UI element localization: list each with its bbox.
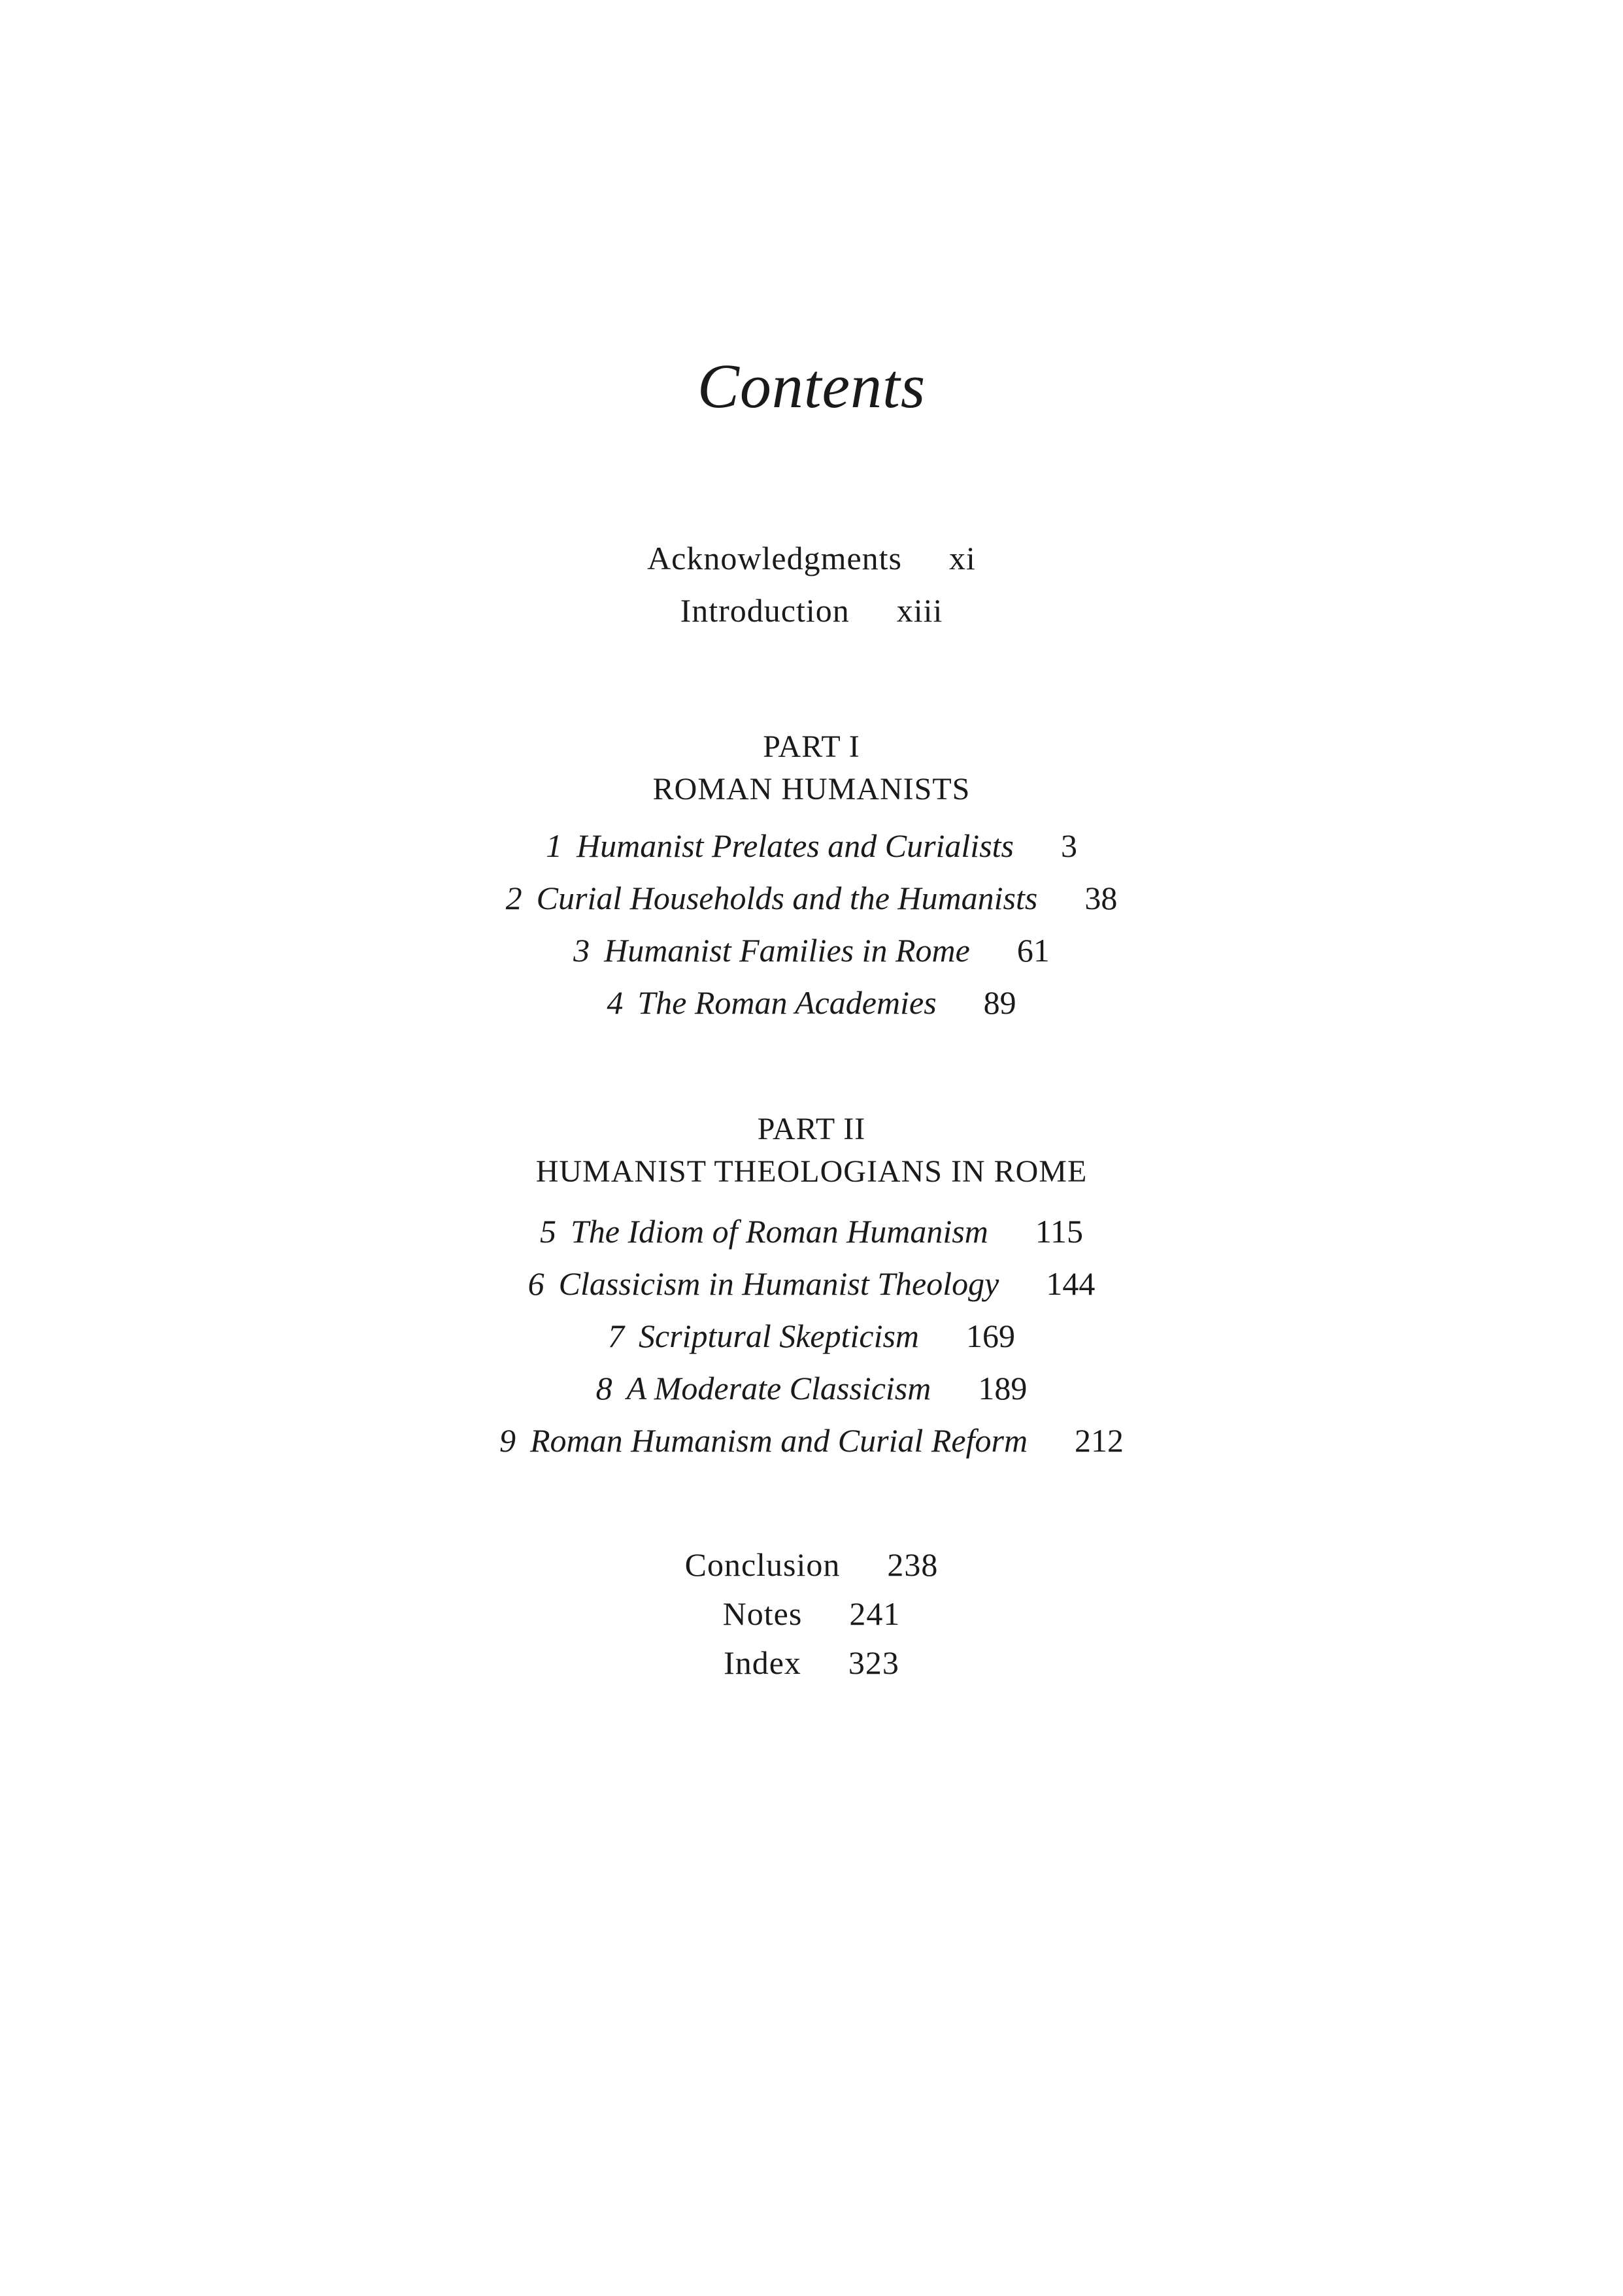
chapter-page: 3 (1061, 827, 1078, 864)
entry-label: Introduction (680, 592, 850, 629)
chapter-number: 3 (573, 932, 590, 969)
chapter-number: 7 (607, 1318, 624, 1354)
part-label: PART I (763, 729, 860, 764)
toc-entry-chapter-2[interactable] (0, 879, 1623, 917)
chapter-page: 189 (978, 1370, 1028, 1406)
chapter-title: Curial Households and the Humanists (536, 880, 1038, 916)
toc-entry-chapter-6[interactable] (0, 1265, 1623, 1303)
chapter-number: 8 (595, 1370, 612, 1406)
entry-page: 238 (887, 1546, 939, 1583)
chapter-page: 89 (983, 984, 1016, 1021)
chapter-title: Humanist Prelates and Curialists (576, 827, 1014, 864)
toc-entry-chapter-5[interactable] (0, 1212, 1623, 1250)
entry-page: xiii (896, 592, 943, 629)
toc-entry-chapter-8[interactable] (0, 1369, 1623, 1407)
chapter-page: 169 (966, 1318, 1016, 1354)
entry-page: 323 (848, 1644, 899, 1681)
toc-entry-conclusion[interactable] (0, 1546, 1623, 1584)
chapter-page: 212 (1075, 1422, 1124, 1459)
chapter-page: 115 (1035, 1213, 1084, 1250)
chapter-number: 6 (527, 1265, 544, 1302)
chapter-title: The Idiom of Roman Humanism (570, 1213, 988, 1250)
chapter-page: 61 (1016, 932, 1050, 969)
chapter-number: 5 (539, 1213, 556, 1250)
toc-entry-chapter-9[interactable] (0, 1422, 1623, 1459)
part-title: HUMANIST THEOLOGIANS IN ROME (535, 1154, 1088, 1189)
chapter-page: 144 (1046, 1265, 1096, 1302)
toc-entry-chapter-4[interactable] (0, 984, 1623, 1022)
part-label: PART II (757, 1112, 866, 1146)
toc-entry-introduction[interactable] (0, 591, 1623, 629)
entry-label: Acknowledgments (647, 540, 903, 576)
toc-entry-notes[interactable] (0, 1595, 1623, 1633)
entry-page: xi (949, 540, 976, 576)
chapter-title: A Moderate Classicism (626, 1370, 931, 1406)
toc-entry-acknowledgments[interactable] (0, 539, 1623, 577)
chapter-page: 38 (1084, 880, 1118, 916)
chapter-title: Scriptural Skepticism (638, 1318, 920, 1354)
chapter-number: 4 (607, 984, 624, 1021)
toc-entry-index[interactable] (0, 1644, 1623, 1682)
entry-label: Index (724, 1644, 801, 1681)
chapter-title: Classicism in Humanist Theology (558, 1265, 999, 1302)
chapter-title: Humanist Families in Rome (604, 932, 970, 969)
toc-entry-chapter-1[interactable] (0, 827, 1623, 865)
page-title: Contents (697, 351, 926, 421)
toc-entry-chapter-3[interactable] (0, 931, 1623, 969)
part-title: ROMAN HUMANISTS (652, 772, 971, 807)
entry-label: Notes (722, 1595, 803, 1632)
chapter-number: 2 (505, 880, 522, 916)
entry-page: 241 (849, 1595, 901, 1632)
entry-label: Conclusion (684, 1546, 841, 1583)
chapter-number: 9 (499, 1422, 516, 1459)
chapter-title: Roman Humanism and Curial Reform (529, 1422, 1028, 1459)
chapter-title: The Roman Academies (637, 984, 937, 1021)
toc-entry-chapter-7[interactable] (0, 1317, 1623, 1355)
chapter-number: 1 (545, 827, 562, 864)
